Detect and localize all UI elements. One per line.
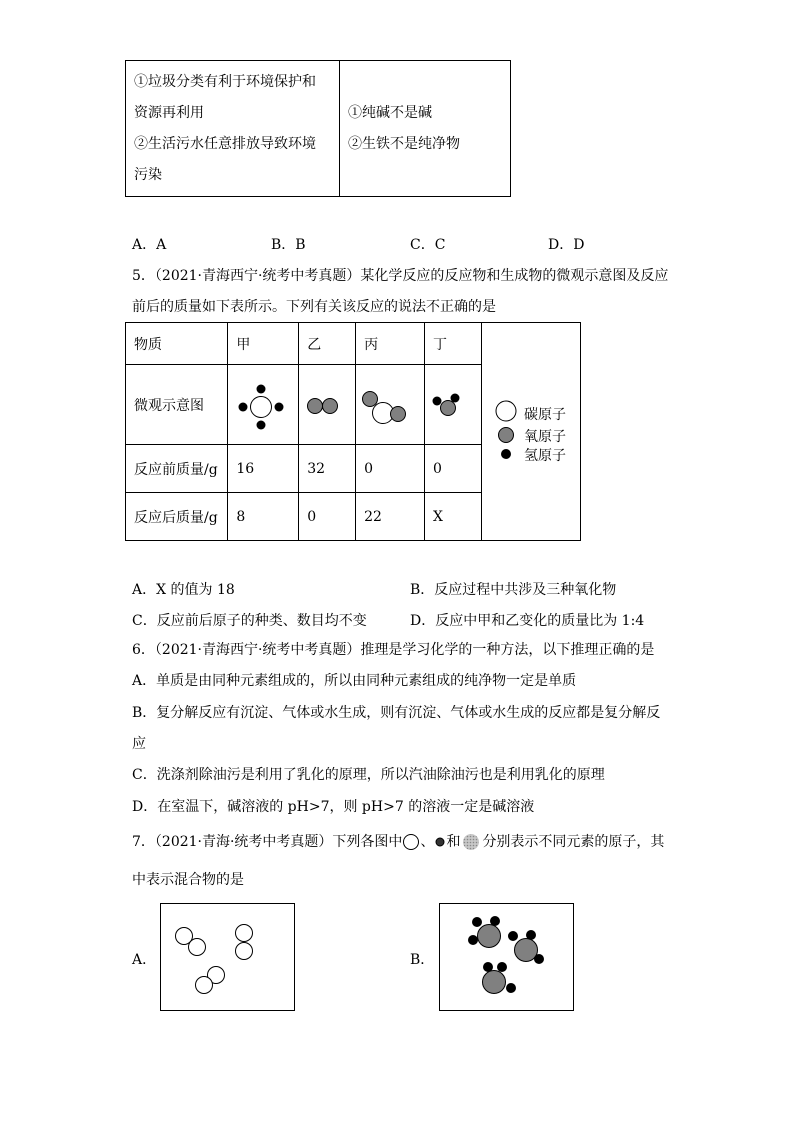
q5-header-jia: 甲 xyxy=(228,323,299,365)
q4-left-line-4: 污染 xyxy=(134,167,162,183)
q5-table xyxy=(125,322,581,541)
q4-table xyxy=(125,60,511,197)
q7-stem-part2: 和 xyxy=(446,834,461,850)
q5-micro-ding xyxy=(425,365,482,445)
q5-legend-cell xyxy=(482,323,581,541)
q5-after-yi: 0 xyxy=(299,493,356,541)
hydrogen-atom-icon xyxy=(501,449,511,459)
q5-before-label: 反应前质量/g xyxy=(126,445,228,493)
q5-option-d[interactable]: D．反应中甲和乙变化的质量比为 1:4 xyxy=(410,613,645,629)
q5-after-jia: 8 xyxy=(228,493,299,541)
q5-after-ding: X xyxy=(425,493,482,541)
q4-option-d[interactable]: D．D xyxy=(548,237,585,253)
q4-left-line-3: ②生活污水任意排放导致环境 xyxy=(134,136,316,152)
q5-header-yi: 乙 xyxy=(299,323,356,365)
q5-header-substance: 物质 xyxy=(126,323,228,365)
q7-stem-part1: 7．（2021·青海·统考中考真题）下列各图中 xyxy=(132,834,403,850)
option-b-molecules xyxy=(440,904,573,1010)
carbon-dioxide-molecule-icon xyxy=(356,377,416,433)
q4-option-c[interactable]: C．C xyxy=(410,237,446,253)
legend-atom-icons xyxy=(494,398,522,460)
q4-left-line-1: ①垃圾分类有利于环境保护和 xyxy=(134,74,316,90)
q6-stem: 6．（2021·青海西宁·统考中考真题）推理是学习化学的一种方法，以下推理正确的是 xyxy=(132,642,655,658)
q6-option-b-cont[interactable]: 应 xyxy=(132,736,146,752)
q5-stem-line-1: 5．（2021·青海西宁·统考中考真题）某化学反应的反应物和生成物的微观示意图及反应 xyxy=(132,268,669,284)
q5-before-jia: 16 xyxy=(228,445,299,493)
q5-header-bing: 丙 xyxy=(356,323,425,365)
q6-option-b[interactable]: B．复分解反应有沉淀、气体或水生成，则有沉淀、气体或水生成的反应都是复分解反 xyxy=(132,705,661,721)
q4-right-line-1: ①纯碱不是碱 xyxy=(348,104,432,121)
q4-option-b[interactable]: B．B xyxy=(271,237,306,253)
q7-stem-line-2: 中表示混合物的是 xyxy=(132,872,244,888)
q4-table-right-cell xyxy=(340,61,511,197)
q7-option-a-label[interactable]: A． xyxy=(132,952,157,968)
q5-after-label: 反应后质量/g xyxy=(126,493,228,541)
q7-stem-sep1: 、 xyxy=(420,834,435,850)
legend-oxygen-label: 氧原子 xyxy=(524,428,566,445)
oxygen-molecule-icon xyxy=(299,377,347,433)
q5-option-a[interactable]: A．X 的值为 18 xyxy=(132,582,235,598)
q5-before-ding: 0 xyxy=(425,445,482,493)
q4-right-line-2: ②生铁不是纯净物 xyxy=(348,135,460,152)
carbon-atom-icon xyxy=(496,401,516,421)
q5-micro-yi xyxy=(299,365,356,445)
q4-option-a[interactable]: A．A xyxy=(132,237,167,253)
methane-molecule-icon xyxy=(228,377,290,433)
black-atom-icon xyxy=(434,832,446,852)
q5-before-bing: 0 xyxy=(356,445,425,493)
q4-left-line-2: 资源再利用 xyxy=(134,105,204,121)
q5-micro-jia xyxy=(228,365,299,445)
q7-option-a-figure[interactable] xyxy=(160,903,295,1011)
q7-stem-part3: 分别表示不同元素的原子，其 xyxy=(482,834,665,850)
q7-stem-line-1 xyxy=(132,832,664,852)
water-molecule-icon xyxy=(425,377,473,433)
legend-carbon-label: 碳原子 xyxy=(524,406,566,423)
legend-hydrogen-label: 氢原子 xyxy=(524,447,566,464)
q7-option-b-figure[interactable] xyxy=(439,903,574,1011)
oxygen-atom-icon xyxy=(499,427,514,442)
q5-micro-label: 微观示意图 xyxy=(126,365,228,445)
q4-table-left-cell xyxy=(126,61,340,197)
dotted-atom-icon xyxy=(460,832,482,852)
q5-option-c[interactable]: C．反应前后原子的种类、数目均不变 xyxy=(132,613,367,629)
q5-header-ding: 丁 xyxy=(425,323,482,365)
q6-option-c[interactable]: C．洗涤剂除油污是利用了乳化的原理，所以汽油除油污也是利用乳化的原理 xyxy=(132,767,605,783)
q5-before-yi: 32 xyxy=(299,445,356,493)
q5-option-b[interactable]: B．反应过程中共涉及三种氧化物 xyxy=(410,582,617,598)
q5-micro-bing xyxy=(356,365,425,445)
option-a-molecules xyxy=(161,904,294,1010)
q5-after-bing: 22 xyxy=(356,493,425,541)
q5-stem-line-2: 前后的质量如下表所示。下列有关该反应的说法不正确的是 xyxy=(132,299,496,315)
white-atom-icon xyxy=(402,832,420,852)
q7-option-b-label[interactable]: B． xyxy=(410,952,435,968)
q6-option-a[interactable]: A．单质是由同种元素组成的，所以由同种元素组成的纯净物一定是单质 xyxy=(132,673,577,689)
q6-option-d[interactable]: D．在室温下，碱溶液的 pH>7，则 pH>7 的溶液一定是碱溶液 xyxy=(132,799,535,815)
